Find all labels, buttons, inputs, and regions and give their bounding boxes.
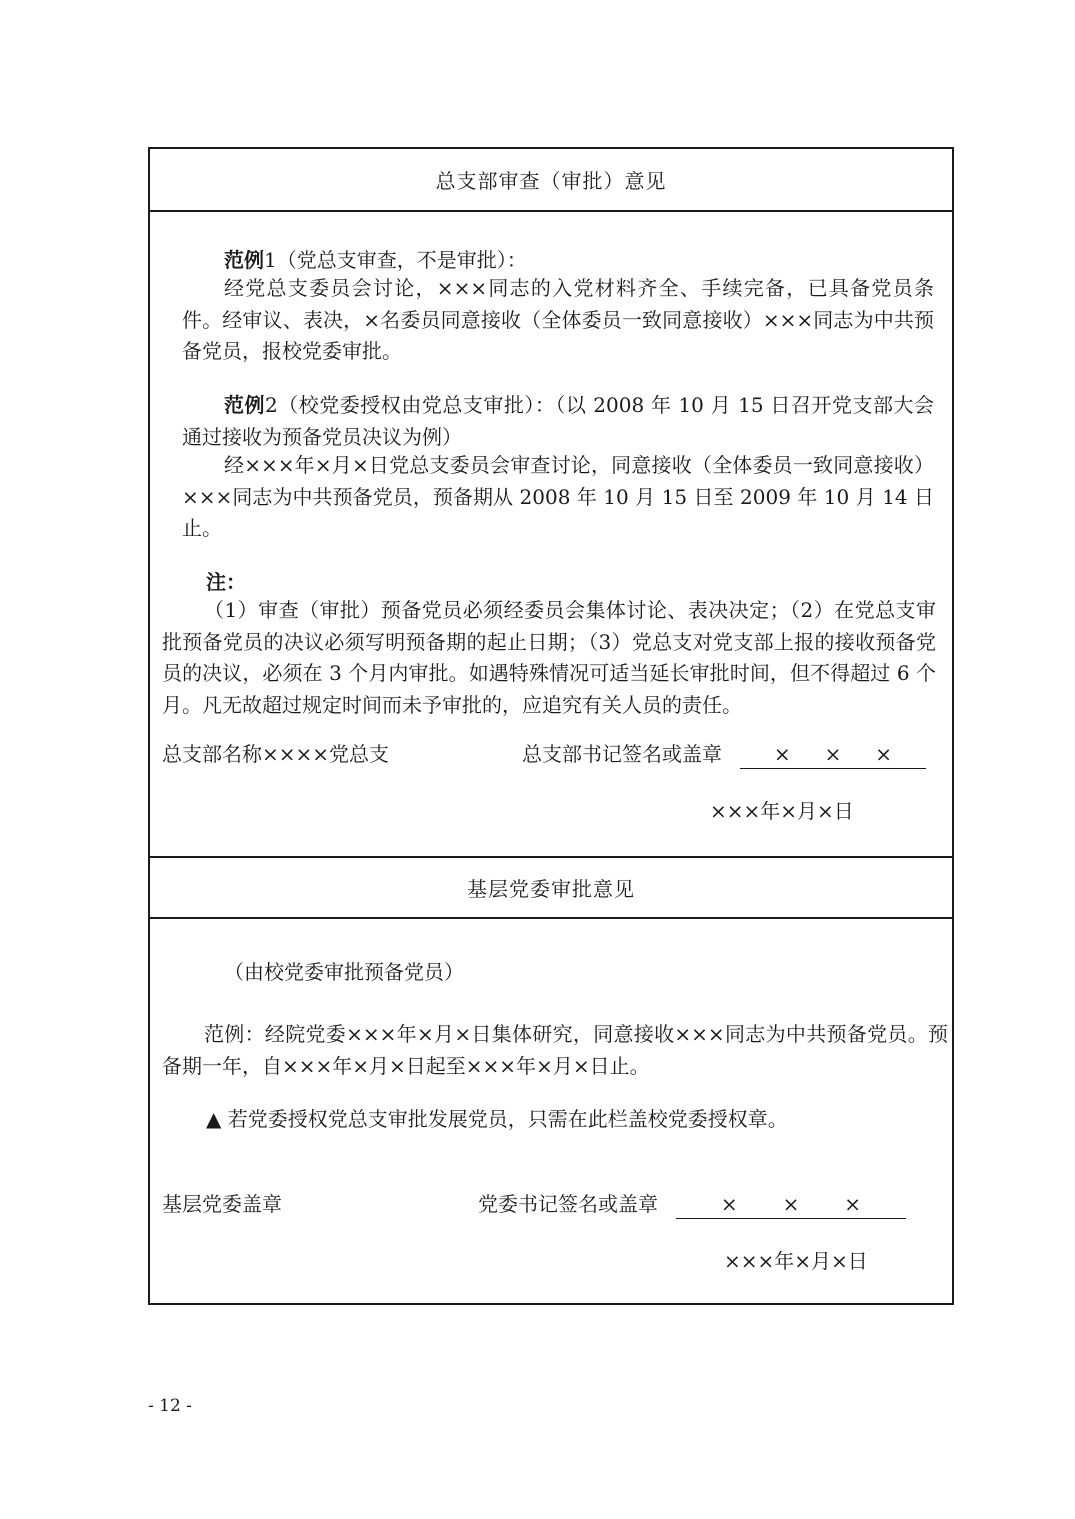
example1-head-rest: （党总支审查，不是审批）： — [276, 248, 527, 272]
section2-title: 基层党委审批意见 — [467, 877, 635, 901]
signature-mark: × — [773, 742, 791, 766]
section2-subtitle: （由校党委审批预备党员） — [224, 960, 464, 984]
example1-num: 1 — [264, 248, 277, 272]
branch-secretary-signature-line — [740, 740, 926, 769]
example2-label: 范例 — [224, 393, 266, 417]
example2-head-rest: （校党委授权由党总支审批）：（以 2008 年 10 月 15 日召开党支部大会通过接收为预备党员决议为例） — [182, 393, 935, 449]
example2-body: 经×××年×月×日党总支委员会审查讨论，同意接收（全体委员一致同意接收）×××同志为中共预备党员，预备期从 2008 年 10 月 15 日至 2009 年 10 月 14 日止。 — [182, 453, 934, 540]
branch-name: 总支部名称××××党总支 — [162, 742, 390, 766]
section1-date: ×××年×月×日 — [710, 799, 854, 823]
example2-heading — [182, 390, 934, 453]
example1-heading — [224, 245, 527, 275]
signature-mark: × — [844, 1192, 862, 1216]
triangle-icon: ▲ — [206, 1107, 222, 1131]
section2-date: ×××年×月×日 — [724, 1249, 868, 1273]
section2-header — [150, 856, 952, 919]
note-label: 注： — [206, 570, 246, 594]
section2-example: 范例：经院党委×××年×月×日集体研究，同意接收×××同志为中共预备党员。预备期一年，自×××年×月×日起至×××年×月×日止。 — [162, 1022, 948, 1078]
section1-header — [150, 149, 952, 212]
branch-secretary-label: 总支部书记签名或盖章 — [522, 742, 722, 766]
committee-secretary-label: 党委书记签名或盖章 — [478, 1192, 658, 1216]
section2-notice: 若党委授权党总支审批发展党员，只需在此栏盖校党委授权章。 — [227, 1107, 788, 1131]
signature-mark: × — [720, 1192, 738, 1216]
review-form-table — [148, 147, 954, 1305]
example2-num: 2 — [265, 393, 278, 417]
section1-title: 总支部审查（审批）意见 — [435, 169, 667, 193]
note-body: （1）审查（审批）预备党员必须经委员会集体讨论、表决决定；（2）在党总支审批预备党员的决议必须写明预备期的起止日期；（3）党总支对党支部上报的接收预备党员的决议，必须在 3 个月内审批。如遇特殊情况可适当延长审批时间，但不得超过 6 个月。凡无故超过规定时间而未予审批的，应追究有关人员的责任。 — [162, 598, 936, 717]
signature-mark: × — [824, 742, 842, 766]
signature-mark: × — [782, 1192, 800, 1216]
signature-mark: × — [875, 742, 893, 766]
party-committee-stamp-label: 基层党委盖章 — [162, 1192, 282, 1216]
section2-notice-line — [206, 1104, 788, 1134]
committee-secretary-signature-line — [676, 1190, 906, 1219]
page-number: - 12 - — [148, 1396, 192, 1416]
example1-body: 经党总支委员会讨论，×××同志的入党材料齐全、手续完备，已具备党员条件。经审议、表决，×名委员同意接收（全体委员一致同意接收）×××同志为中共预备党员，报校党委审批。 — [182, 276, 934, 363]
example1-label: 范例 — [224, 248, 264, 272]
